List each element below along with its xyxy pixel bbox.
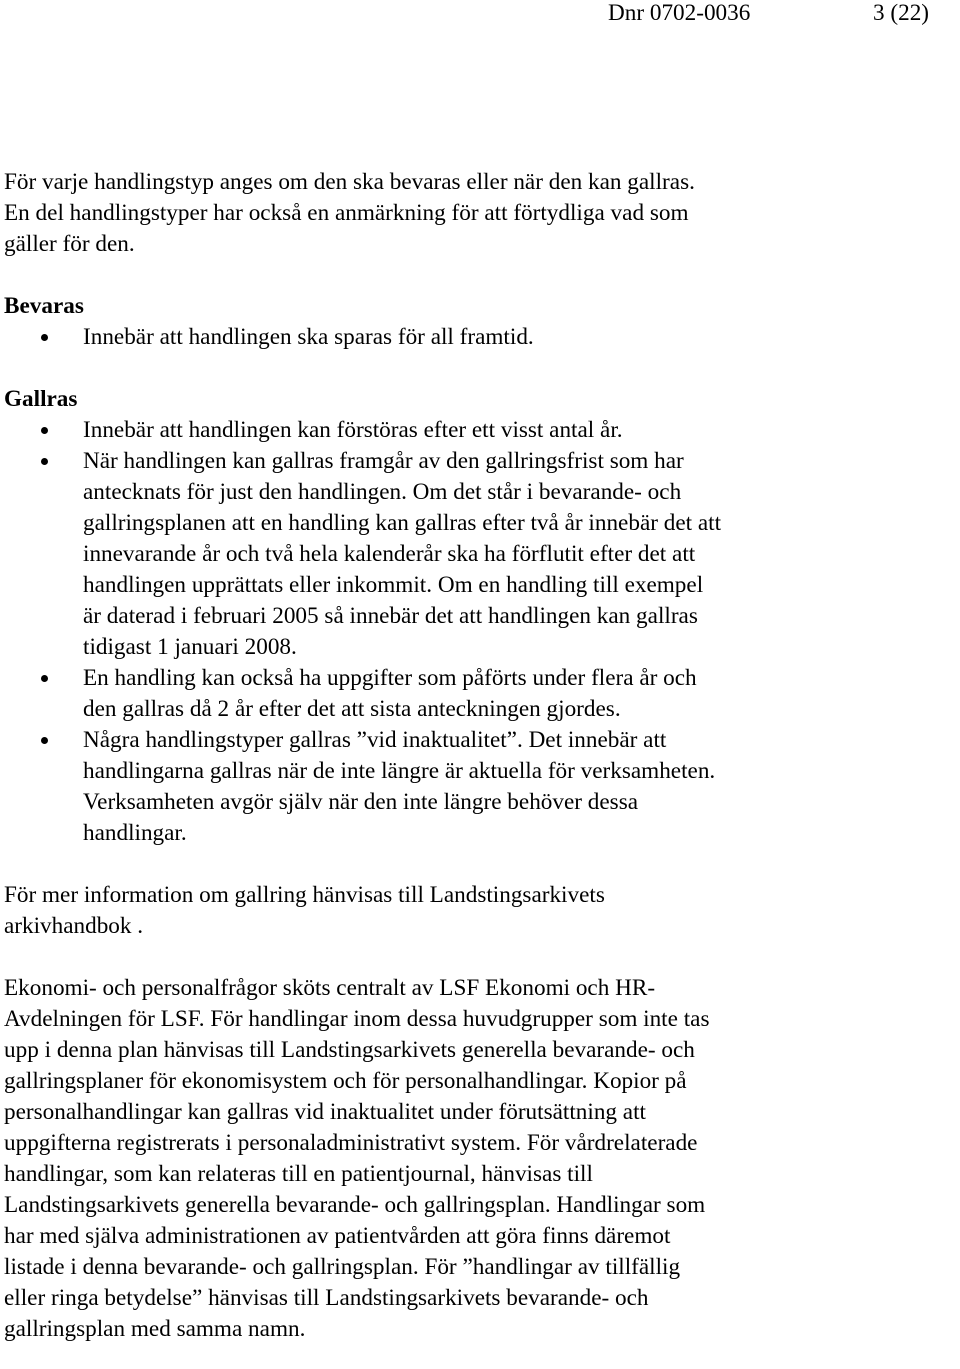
bullet-icon — [41, 458, 48, 465]
bullet-icon — [41, 334, 48, 341]
gallras-list — [4, 415, 944, 849]
paragraph-line: listade i denna bevarande- och gallringsplan. För ”handlingar av tillfällig — [4, 1254, 681, 1280]
document-body — [4, 167, 944, 1345]
spacer — [4, 849, 944, 880]
bullet-icon — [41, 427, 48, 434]
paragraph-line: Ekonomi- och personalfrågor sköts centralt av LSF Ekonomi och HR- — [4, 975, 656, 1001]
list-item-text: handlingar. — [83, 820, 187, 846]
list-item — [4, 725, 944, 849]
bullet-icon — [41, 737, 48, 744]
paragraph-line: Landstingsarkivets generella bevarande- och gallringsplan. Handlingar som — [4, 1192, 706, 1218]
list-item-text: handlingen upprättats eller inkommit. Om en handling till exempel — [83, 572, 704, 598]
intro-line: gäller för den. — [4, 231, 135, 257]
paragraph-line: uppgifterna registrerats i personaladministrativt system. För vårdrelaterade — [4, 1130, 698, 1156]
bevaras-heading: Bevaras — [4, 293, 84, 319]
spacer — [4, 260, 944, 291]
list-item — [4, 322, 944, 353]
paragraph-line: Avdelningen för LSF. För handlingar inom dessa huvudgrupper som inte tas — [4, 1006, 710, 1032]
paragraph-line: eller ringa betydelse” hänvisas till Landstingsarkivets bevarande- och — [4, 1285, 649, 1311]
paragraph-line: gallringsplan med samma namn. — [4, 1316, 306, 1342]
paragraph-line: personalhandlingar kan gallras vid inaktualitet under förutsättning att — [4, 1099, 646, 1125]
list-item-text: innevarande år och två hela kalenderår ska ha förflutit efter det att — [83, 541, 696, 567]
list-item-text: handlingarna gallras när de inte längre är aktuella för verksamheten. — [83, 758, 716, 784]
more-info-paragraph — [4, 880, 944, 942]
list-item-text: Innebär att handlingen kan förstöras efter ett visst antal år. — [83, 417, 623, 443]
list-item-text: antecknats för just den handlingen. Om det står i bevarande- och — [83, 479, 682, 505]
spacer — [4, 942, 944, 973]
list-item-text: Verksamheten avgör själv när den inte längre behöver dessa — [83, 789, 639, 815]
list-item-text: gallringsplanen att en handling kan gallras efter två år innebär det att — [83, 510, 722, 536]
intro-paragraph — [4, 167, 944, 260]
economy-paragraph — [4, 973, 944, 1345]
bullet-icon — [41, 675, 48, 682]
document-number: Dnr 0702-0036 — [608, 0, 751, 26]
intro-line: För varje handlingstyp anges om den ska bevaras eller när den kan gallras. — [4, 169, 695, 195]
paragraph-line: har med själva administrationen av patientvården att göra finns däremot — [4, 1223, 671, 1249]
list-item — [4, 663, 944, 725]
intro-line: En del handlingstyper har också en anmärkning för att förtydliga vad som — [4, 200, 689, 226]
paragraph-line: För mer information om gallring hänvisas till Landstingsarkivets — [4, 882, 605, 908]
list-item-text: den gallras då 2 år efter det att sista anteckningen gjordes. — [83, 696, 621, 722]
list-item-text: En handling kan också ha uppgifter som påförts under flera år och — [83, 665, 697, 691]
list-item-text: Några handlingstyper gallras ”vid inaktualitet”. Det innebär att — [83, 727, 667, 753]
page-header — [0, 0, 960, 31]
paragraph-line: upp i denna plan hänvisas till Landstingsarkivets generella bevarande- och — [4, 1037, 695, 1063]
paragraph-line: arkivhandbok . — [4, 913, 144, 939]
paragraph-line: gallringsplaner för ekonomisystem och för personalhandlingar. Kopior på — [4, 1068, 687, 1094]
list-item-text: är daterad i februari 2005 så innebär det att handlingen kan gallras — [83, 603, 698, 629]
gallras-heading: Gallras — [4, 386, 78, 412]
list-item-text: När handlingen kan gallras framgår av den gallringsfrist som har — [83, 448, 684, 474]
bevaras-list — [4, 322, 944, 353]
page-number: 3 (22) — [873, 0, 930, 26]
list-item — [4, 415, 944, 446]
list-item-text: tidigast 1 januari 2008. — [83, 634, 297, 660]
spacer — [4, 353, 944, 384]
list-item-text: Innebär att handlingen ska sparas för all framtid. — [83, 324, 534, 350]
paragraph-line: handlingar, som kan relateras till en patientjournal, hänvisas till — [4, 1161, 593, 1187]
list-item — [4, 446, 944, 663]
